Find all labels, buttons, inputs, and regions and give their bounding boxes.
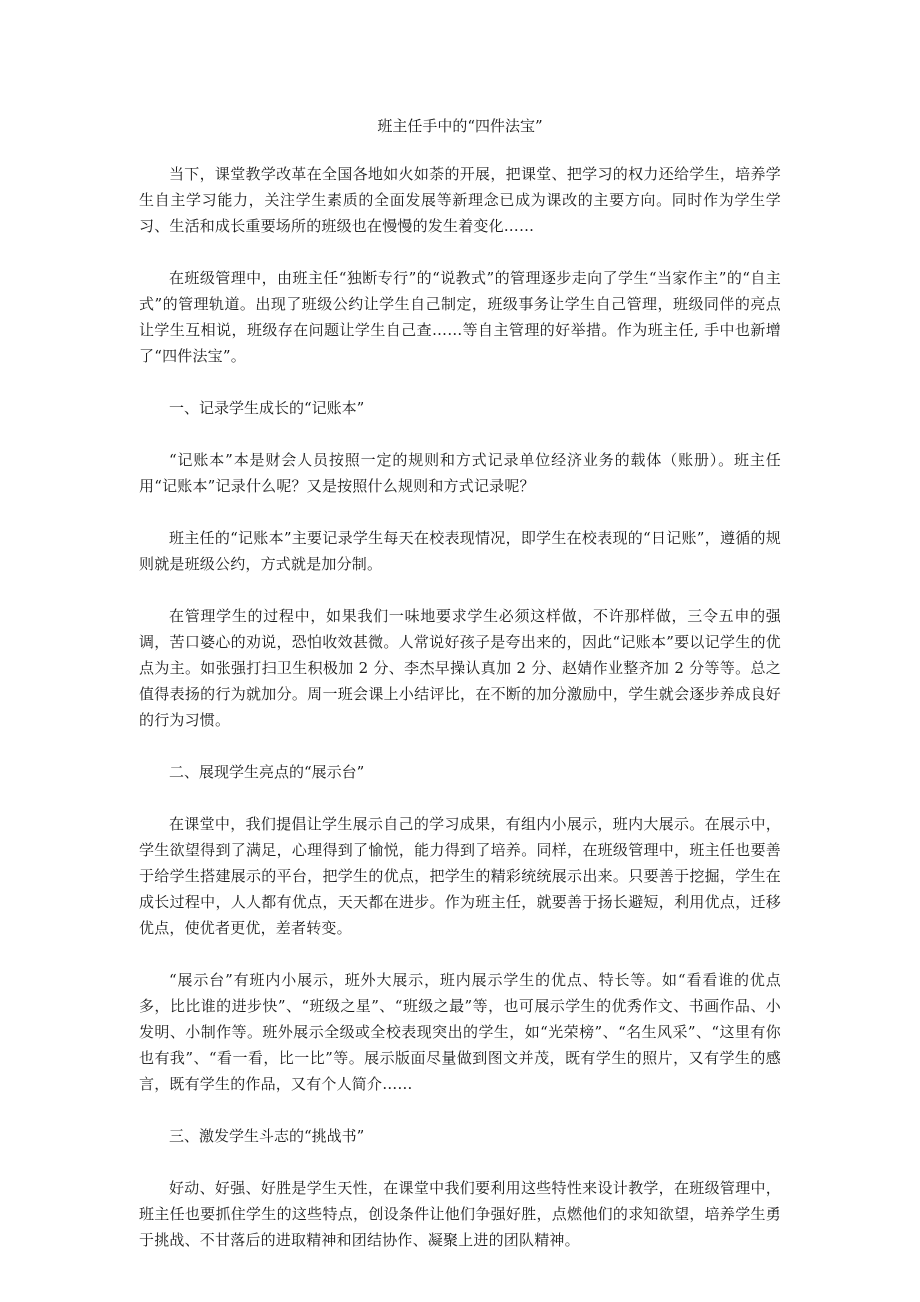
section-heading-2: 二、展现学生亮点的“展示台”	[169, 763, 365, 781]
paragraph-ledger-practice: 在管理学生的过程中，如果我们一味地要求学生必须这样做，不许那样做，三令五申的强调，苦口婆心的劝说，恐怕收效甚微。人常说好孩子是夸出来的，因此“记账本”要以记学生的优点为主。如张强打扫卫生积极加 2 分、李杰早操认真加 2 分、赵婧作业整齐加 2 分等等。总之值得表扬的行为就加分。周一班会课上小结评比，在不断的加分激励中，学生就会逐步养成良好的行为习惯。	[139, 607, 781, 729]
document-page	[139, 115, 781, 1279]
paragraph-intro: 当下，课堂教学改革在全国各地如火如荼的开展，把课堂、把学习的权力还给学生，培养学生自主学习能力，关注学生素质的全面发展等新理念已成为课改的主要方向。同时作为学生学习、生活和成长重要场所的班级也在慢慢的发生着变化……	[139, 165, 781, 235]
section-heading-3: 三、激发学生斗志的“挑战书”	[169, 1127, 365, 1145]
section-heading-1: 一、记录学生成长的“记账本”	[169, 399, 365, 417]
paragraph-management: 在班级管理中，由班主任“独断专行”的“说教式”的管理逐步走向了学生“当家作主”的“自主式”的管理轨道。出现了班级公约让学生自己制定，班级事务让学生自己管理，班级同伴的亮点让学生互相说，班级存在问题让学生自己查……等自主管理的好举措。作为班主任, 手中也新增了“四件法宝”。	[139, 269, 781, 365]
paragraph-showcase-forms: “展示台”有班内小展示，班外大展示，班内展示学生的优点、特长等。如“看看谁的优点多，比比谁的进步快”、“班级之星”、“班级之最”等，也可展示学生的优秀作文、书画作品、小发明、小制作等。班外展示全级或全校表现突出的学生，如“光荣榜”、“名生风采”、“这里有你也有我”、“看一看，比一比”等。展示版面尽量做到图文并茂，既有学生的照片，又有学生的感言，既有学生的作品，又有个人简介……	[139, 971, 781, 1093]
paragraph-showcase-intro: 在课堂中，我们提倡让学生展示自己的学习成果，有组内小展示，班内大展示。在展示中，学生欲望得到了满足，心理得到了愉悦，能力得到了培养。同样，在班级管理中，班主任也要善于给学生搭建展示的平台，把学生的优点，把学生的精彩统统展示出来。只要善于挖掘，学生在成长过程中，人人都有优点，天天都在进步。作为班主任，就要善于扬长避短，利用优点，迁移优点，使优者更优，差者转变。	[139, 815, 781, 937]
document-title: 班主任手中的“四件法宝”	[377, 117, 543, 135]
paragraph-challenge: 好动、好强、好胜是学生天性，在课堂中我们要利用这些特性来设计教学，在班级管理中，班主任也要抓住学生的这些特点，创设条件让他们争强好胜，点燃他们的求知欲望，培养学生勇于挑战、不甘落后的进取精神和团结协作、凝聚上进的团队精神。	[139, 1179, 781, 1249]
paragraph-ledger-definition: “记账本”本是财会人员按照一定的规则和方式记录单位经济业务的载体（账册）。班主任用“记账本”记录什么呢？又是按照什么规则和方式记录呢？	[139, 451, 781, 495]
paragraph-ledger-content: 班主任的“记账本”主要记录学生每天在校表现情况，即学生在校表现的“日记账”，遵循的规则就是班级公约，方式就是加分制。	[139, 529, 781, 573]
